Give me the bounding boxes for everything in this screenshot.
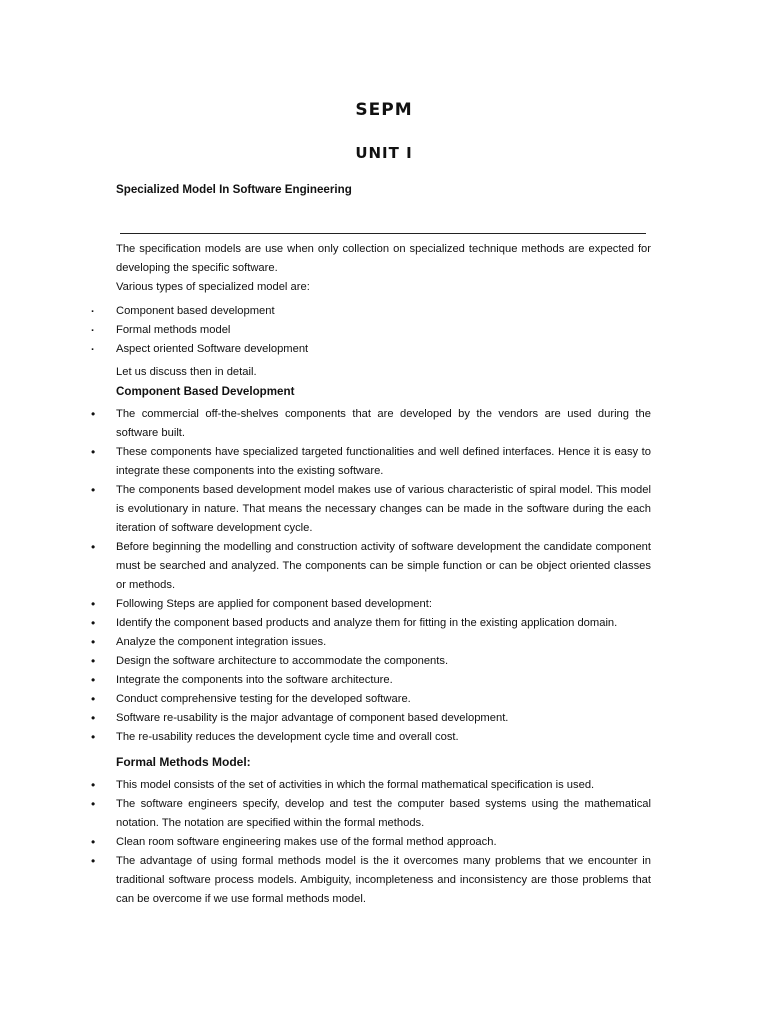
list-item: • These components have specialized targeted functionalities and well defined interfaces. Hence it is easy to integrate these components into the existing software. (116, 443, 651, 481)
discuss-paragraph: Let us discuss then in detail. (116, 366, 257, 378)
list-item: • Conduct comprehensive testing for the developed software. (116, 690, 651, 709)
list-item: • Design the software architecture to accommodate the components. (116, 652, 651, 671)
document-body (116, 180, 651, 909)
list-item: • Analyze the component integration issues. (116, 633, 651, 652)
list-item: • The components based development model makes use of various characteristic of spiral model. This model is evolutionary in nature. That means the necessary changes can be made in the software during the each iteration of software development cycle. (116, 481, 651, 538)
section-heading-formal-methods: Formal Methods Model: (116, 755, 251, 769)
list-item: • Following Steps are applied for component based development: (116, 595, 651, 614)
intro-paragraph: Various types of specialized model are: (116, 281, 310, 293)
formal-bullet-list (116, 776, 651, 909)
list-item: • Integrate the components into the software architecture. (116, 671, 651, 690)
list-item: . Aspect oriented Software development (116, 340, 651, 359)
list-item: • Identify the component based products and analyze them for fitting in the existing application domain. (116, 614, 651, 633)
section-heading-component-based: Component Based Development (116, 385, 295, 398)
list-item: . Component based development (116, 302, 651, 321)
list-item: • The software engineers specify, develop and test the computer based systems using the mathematical notation. The notation are specified within the formal methods. (116, 795, 651, 833)
list-item: • Software re-usability is the major advantage of component based development. (116, 709, 651, 728)
component-bullet-list (116, 405, 651, 747)
list-item: • The commercial off-the-shelves components that are developed by the vendors are used during the software built. (116, 405, 651, 443)
list-item: . Formal methods model (116, 321, 651, 340)
model-types-list (116, 302, 651, 359)
list-item: • The advantage of using formal methods model is the it overcomes many problems that we encounter in traditional software process models. Ambiguity, incompleteness and inconsistency are those problems that can be overcome if we use formal methods model. (116, 852, 651, 909)
list-item: • Clean room software engineering makes use of the formal method approach. (116, 833, 651, 852)
document-title: SEPM (355, 100, 413, 120)
list-item: • This model consists of the set of activities in which the formal mathematical specification is used. (116, 776, 651, 795)
list-item: • The re-usability reduces the development cycle time and overall cost. (116, 728, 651, 747)
unit-heading: UNIT I (355, 144, 413, 162)
intro-paragraph: The specification models are use when only collection on specialized technique methods are expected for developing the specific software. (116, 243, 651, 274)
horizontal-rule (120, 233, 646, 234)
section-heading-specialized-model: Specialized Model In Software Engineering (116, 183, 352, 196)
list-item: • Before beginning the modelling and construction activity of software development the candidate component must be searched and analyzed. The components can be simple function or can be object oriented classes or methods. (116, 538, 651, 595)
